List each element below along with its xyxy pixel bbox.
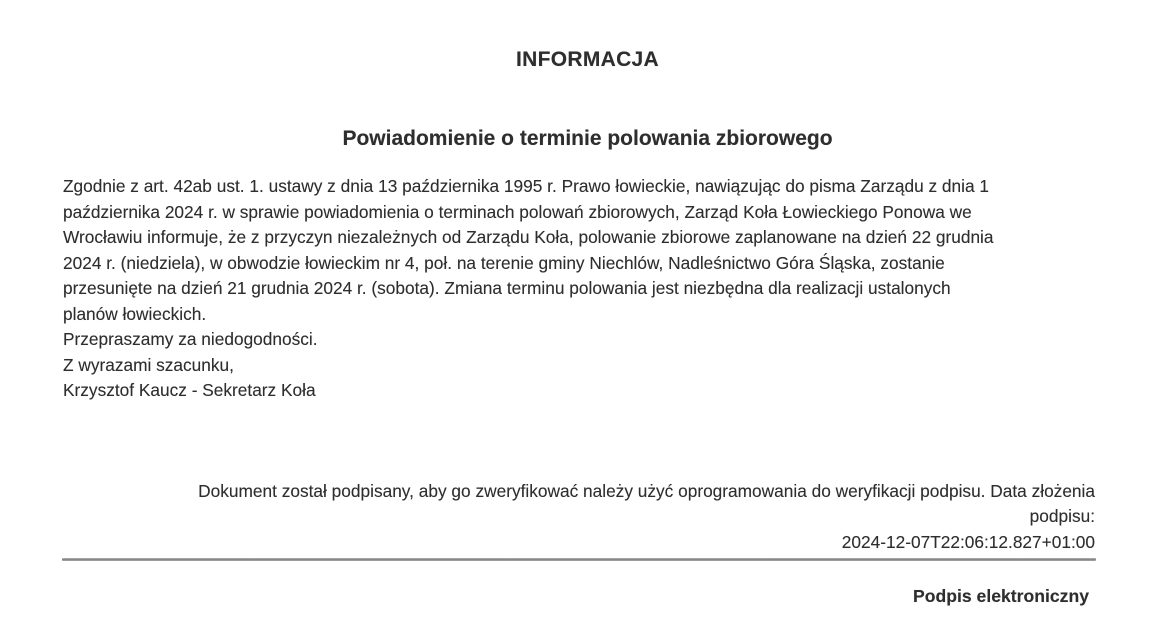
body-line: planów łowieckich.	[63, 303, 207, 324]
document-body	[63, 174, 1103, 404]
signature-verification-note	[95, 479, 1095, 555]
body-line-apology: Przepraszamy za niedogodności.	[63, 329, 318, 349]
body-line: przesunięte na dzień 21 grudnia 2024 r. (sobota). Zmiana terminu polowania jest niezbędna dla realizacji ustalonych	[63, 278, 951, 298]
electronic-signature-label: Podpis elektroniczny	[913, 586, 1089, 606]
horizontal-divider	[62, 558, 1096, 561]
body-line: października 2024 r. w sprawie powiadomienia o terminach polowań zbiorowych, Zarząd Koła Łowieckiego Ponowa we	[63, 201, 972, 222]
signature-note-line: Dokument został podpisany, aby go zweryfikować należy użyć oprogramowania do weryfikacji podpisu. Data złożenia	[198, 481, 1095, 501]
document-title: INFORMACJA	[516, 48, 659, 71]
body-line: Wrocławiu informuje, że z przyczyn niezależnych od Zarządu Koła, polowanie zbiorowe zaplanowane na dzień 22 grudnia	[63, 227, 994, 247]
body-line: Zgodnie z art. 42ab ust. 1. ustawy z dnia 13 października 1995 r. Prawo łowieckie, nawiązując do pisma Zarządu z dnia 1	[63, 176, 990, 196]
body-line-signatory: Krzysztof Kaucz - Sekretarz Koła	[63, 380, 316, 400]
body-line: 2024 r. (niedziela), w obwodzie łowieckim nr 4, poł. na terenie gminy Niechlów, Nadleśnictwo Góra Śląska, zostanie	[63, 252, 945, 273]
body-line-closing: Z wyrazami szacunku,	[63, 354, 234, 375]
signature-timestamp: 2024-12-07T22:06:12.827+01:00	[841, 531, 1095, 552]
signature-note-line: podpisu:	[1029, 506, 1095, 527]
document-subtitle: Powiadomienie o terminie polowania zbiorowego	[342, 127, 833, 150]
